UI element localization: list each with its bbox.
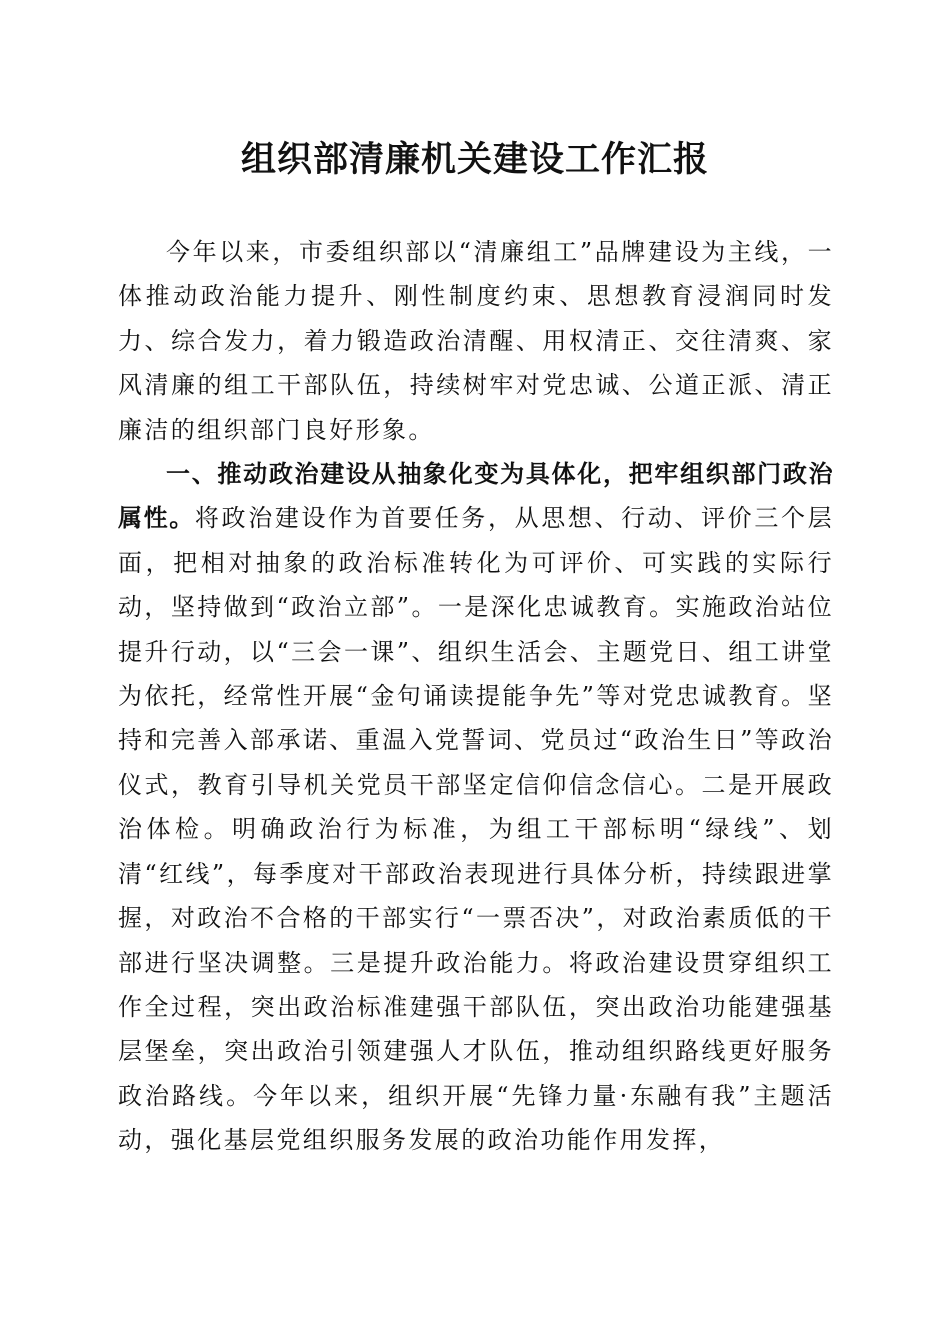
- section-1-body: 将政治建设作为首要任务，从思想、行动、评价三个层面，把相对抽象的政治标准转化为可评价、可实践的实际行动，坚持做到“政治立部”。一是深化忠诚教育。实施政治站位提升行动，以“三会一课”、组织生活会、主题党日、组工讲堂为依托，经常性开展“金句诵读提能争先”等对党忠诚教育。坚持和完善入部承诺、重温入党誓词、党员过“政治生日”等政治仪式，教育引导机关党员干部坚定信仰信念信心。二是开展政治体检。明确政治行为标准，为组工干部标明“绿线”、划清“红线”，每季度对干部政治表现进行具体分析，持续跟进掌握，对政治不合格的干部实行“一票否决”，对政治素质低的干部进行坚决调整。三是提升政治能力。将政治建设贯穿组织工作全过程，突出政治标准建强干部队伍，突出政治功能建强基层堡垒，突出政治引领建强人才队伍，推动组织路线更好服务政治路线。今年以来，组织开展“先锋力量·东融有我”主题活动，强化基层党组织服务发展的政治功能作用发挥，: [118, 504, 834, 1155]
- document-title: 组织部清廉机关建设工作汇报: [240, 139, 709, 180]
- section-1-heading: 一、推动政治建设从抽象化变为具体化，把牢组织部门政治属性。: [118, 460, 834, 533]
- document-body: [118, 230, 834, 1163]
- intro-paragraph: 今年以来，市委组织部以“清廉组工”品牌建设为主线，一体推动政治能力提升、刚性制度约束、思想教育浸润同时发力、综合发力，着力锻造政治清醒、用权清正、交往清爽、家风清廉的组工干部队伍，持续树牢对党忠诚、公道正派、清正廉洁的组织部门良好形象。: [118, 238, 834, 444]
- section-1-paragraph: [118, 452, 834, 1163]
